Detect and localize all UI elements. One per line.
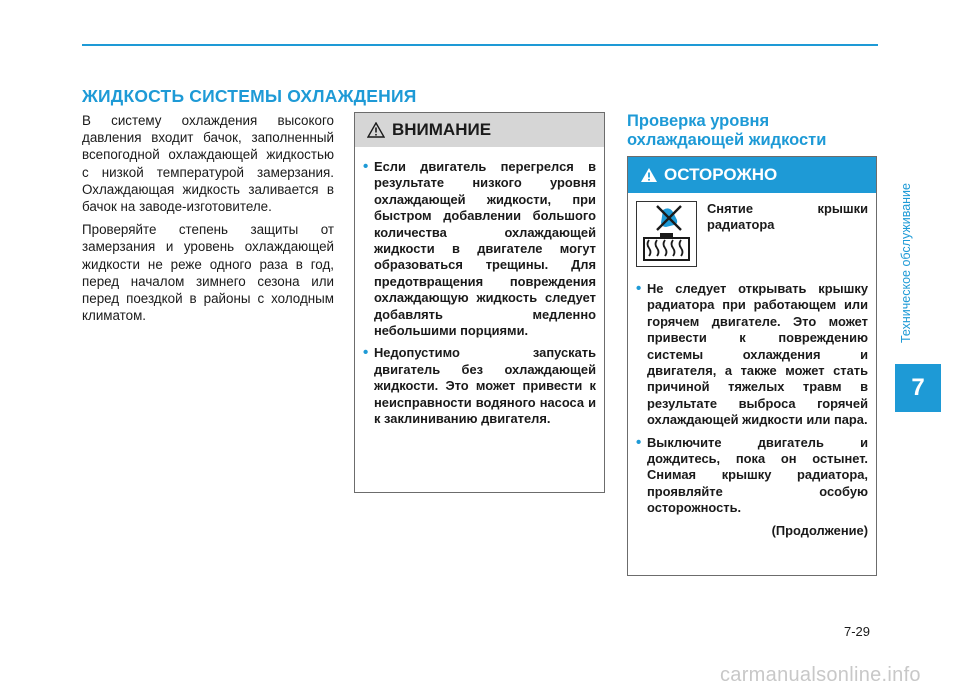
caution-box	[627, 156, 877, 576]
side-tab-label	[895, 166, 917, 360]
hot-radiator-cap-icon	[636, 201, 697, 267]
caution-item: • Не следует открывать крышку радиатора при работающем или горячем двигателе. Это может привести к повреждению системы охлаждения и двигателя, а также может стать причиной тяжелых травм в результате выброса горячей охлаждающей жидкости или пара.	[647, 281, 868, 429]
warning-box	[354, 112, 605, 493]
body-text	[82, 112, 334, 330]
warning-triangle-icon	[640, 167, 658, 183]
warning-header	[355, 113, 604, 147]
check-coolant-title: Проверка уровня охлаждающей жидкости	[627, 112, 827, 149]
top-rule	[82, 44, 878, 46]
section-title: ЖИДКОСТЬ СИСТЕМЫ ОХЛАЖДЕНИЯ	[82, 86, 417, 106]
body-paragraph-1: В систему охлаждения высокого давления входит бачок, заполненный всепогодной охлаждающей жидкостью с низкой температурой замерзания. Охлаждающая жидкость заливается в бачок на заводе-изготовителе.	[82, 113, 334, 215]
warning-item: • Недопустимо запускать двигатель без охлаждающей жидкости. Это может привести к неисправности водяного насоса и к заклиниванию двигателя.	[374, 345, 596, 427]
caution-header	[628, 157, 876, 193]
continued-label: (Продолжение)	[771, 522, 868, 538]
body-paragraph-2: Проверяйте степень защиты от замерзания и уровень охлаждающей жидкости не реже одного раза в год, перед началом зимнего сезона или перед поездкой в районы с холодным климатом.	[82, 222, 334, 324]
caution-list	[628, 267, 876, 517]
figure-caption: Снятие крышки радиатора	[707, 201, 868, 233]
chapter-number: 7	[895, 364, 941, 412]
warning-triangle-icon	[367, 122, 385, 138]
warning-list	[355, 147, 604, 428]
warning-title: ВНИМАНИЕ	[392, 120, 492, 139]
caution-item: • Выключите двигатель и дождитесь, пока он остынет. Снимая крышку радиатора, проявляйте особую осторожность.	[647, 435, 868, 517]
page-number: 7-29	[844, 624, 871, 639]
watermark: carmanualsonline.info	[720, 664, 921, 686]
caution-figure	[628, 193, 876, 267]
caution-title: ОСТОРОЖНО	[664, 165, 778, 184]
side-tab-text: Техническое обслуживание	[899, 183, 913, 343]
warning-item: • Если двигатель перегрелся в результате низкого уровня охлаждающей жидкости, при быстром добавлении большого количества охлаждающей жидкости в двигателе могут образоваться трещины. Для предотвращения повреждения охлаждающую жидкость следует добавлять медленно небольшими порциями.	[374, 159, 596, 339]
